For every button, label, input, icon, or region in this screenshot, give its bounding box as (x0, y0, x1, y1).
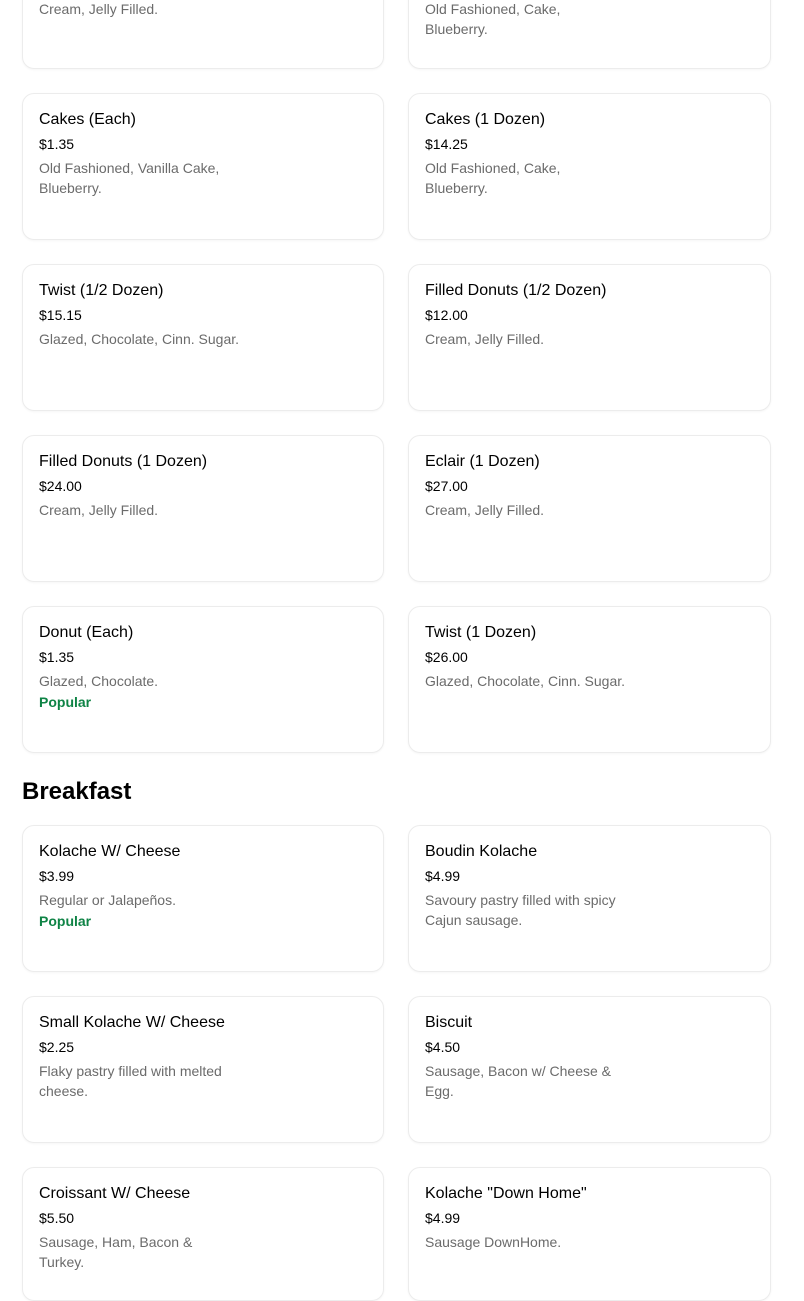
menu-item-card[interactable] (22, 93, 384, 240)
item-name: Kolache "Down Home" (425, 1185, 587, 1202)
menu-item-card[interactable] (408, 825, 771, 972)
item-description: Old Fashioned, Cake, Blueberry. (425, 1, 561, 37)
item-price: $4.99 (425, 868, 461, 884)
menu-item-card[interactable] (408, 996, 771, 1143)
item-name: Croissant W/ Cheese (39, 1185, 191, 1202)
item-price: $26.00 (425, 649, 468, 665)
item-price: $24.00 (39, 478, 82, 494)
item-name: Cakes (1 Dozen) (425, 111, 546, 128)
menu-grid-partial (22, 0, 771, 69)
menu-item-card[interactable] (22, 606, 384, 753)
item-description: Glazed, Chocolate, Cinn. Sugar. (39, 331, 240, 347)
menu-item-card[interactable] (408, 606, 771, 753)
menu-grid-donuts (22, 93, 771, 753)
item-name: Donut (Each) (39, 624, 134, 641)
item-name: Kolache W/ Cheese (39, 843, 181, 860)
item-price: $1.35 (39, 136, 75, 152)
item-description: Sausage, Ham, Bacon & Turkey. (39, 1234, 193, 1270)
menu-item-card[interactable] (408, 0, 771, 69)
item-name: Biscuit (425, 1014, 473, 1031)
item-price: $4.99 (425, 1210, 461, 1226)
item-name: Cakes (Each) (39, 111, 136, 128)
item-description: Cream, Jelly Filled. (425, 331, 545, 347)
item-price: $27.00 (425, 478, 468, 494)
item-price: $2.25 (39, 1039, 75, 1055)
menu-item-card[interactable] (408, 435, 771, 582)
item-name: Twist (1/2 Dozen) (39, 282, 164, 299)
item-description: Cream, Jelly Filled. (425, 502, 545, 518)
item-description: Savoury pastry filled with spicy Cajun sausage. (425, 892, 616, 928)
popular-badge: Popular (39, 694, 92, 710)
menu-item-card[interactable] (22, 264, 384, 411)
menu-grid-breakfast (22, 825, 771, 1301)
menu-item-card[interactable] (408, 264, 771, 411)
item-name: Filled Donuts (1 Dozen) (39, 453, 208, 470)
item-description: Flaky pastry filled with melted cheese. (39, 1063, 222, 1099)
item-description: Glazed, Chocolate, Cinn. Sugar. (425, 673, 626, 689)
item-price: $14.25 (425, 136, 468, 152)
item-price: $5.50 (39, 1210, 75, 1226)
item-price: $4.50 (425, 1039, 461, 1055)
item-description: Sausage, Bacon w/ Cheese & Egg. (425, 1063, 612, 1099)
item-description: Old Fashioned, Cake, Blueberry. (425, 160, 561, 196)
item-name: Twist (1 Dozen) (425, 624, 537, 641)
item-price: $15.15 (39, 307, 82, 323)
menu-item-card[interactable] (22, 435, 384, 582)
menu-item-card[interactable] (22, 0, 384, 69)
item-name: Filled Donuts (1/2 Dozen) (425, 282, 607, 299)
item-price: $1.35 (39, 649, 75, 665)
item-description: Cream, Jelly Filled. (39, 502, 159, 518)
item-price: $3.99 (39, 868, 75, 884)
menu-item-card[interactable] (408, 93, 771, 240)
item-description: Glazed, Chocolate. (39, 673, 159, 689)
section-title-breakfast: Breakfast (22, 778, 132, 805)
item-price: $12.00 (425, 307, 468, 323)
popular-badge: Popular (39, 913, 92, 929)
item-description: Cream, Jelly Filled. (39, 1, 159, 17)
menu-item-card[interactable] (408, 1167, 771, 1301)
item-name: Boudin Kolache (425, 843, 538, 860)
item-description: Sausage DownHome. (425, 1234, 562, 1250)
menu-item-card[interactable] (22, 825, 384, 972)
item-description: Regular or Jalapeños. (39, 892, 176, 908)
item-description: Old Fashioned, Vanilla Cake, Blueberry. (39, 160, 220, 196)
menu-item-card[interactable] (22, 1167, 384, 1301)
item-name: Eclair (1 Dozen) (425, 453, 540, 470)
menu-item-card[interactable] (22, 996, 384, 1143)
item-name: Small Kolache W/ Cheese (39, 1014, 225, 1031)
